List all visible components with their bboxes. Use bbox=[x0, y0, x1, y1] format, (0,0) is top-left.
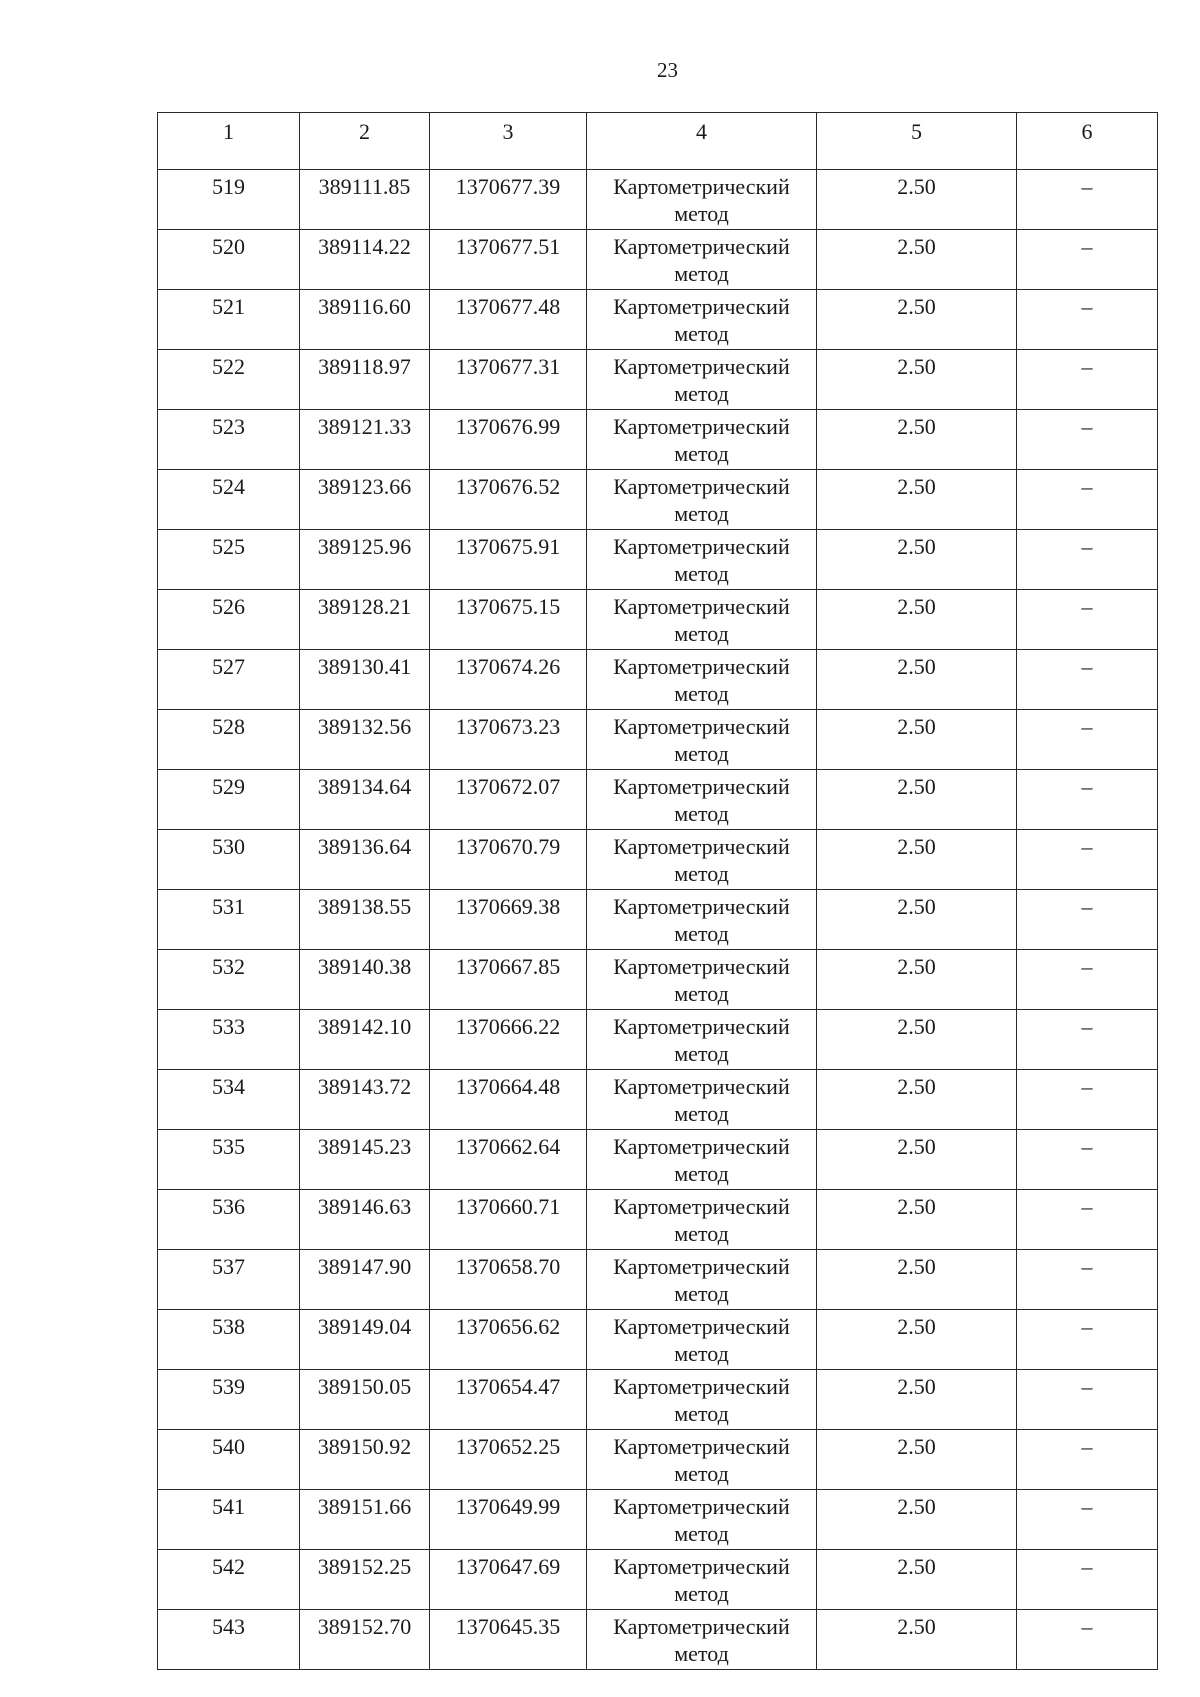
point-number-cell: 526 bbox=[158, 590, 300, 650]
accuracy-cell: 2.50 bbox=[817, 890, 1017, 950]
point-number-cell: 522 bbox=[158, 350, 300, 410]
table-row bbox=[158, 470, 1158, 530]
method-cell: Картометрический метод bbox=[587, 590, 817, 650]
description-cell: – bbox=[1017, 170, 1158, 230]
x-coordinate-cell: 389150.05 bbox=[300, 1370, 430, 1430]
y-coordinate-cell: 1370645.35 bbox=[430, 1610, 587, 1670]
y-coordinate-cell: 1370670.79 bbox=[430, 830, 587, 890]
table-row bbox=[158, 1550, 1158, 1610]
point-number-cell: 530 bbox=[158, 830, 300, 890]
point-number-cell: 538 bbox=[158, 1310, 300, 1370]
method-cell: Картометрический метод bbox=[587, 890, 817, 950]
point-number-cell: 541 bbox=[158, 1490, 300, 1550]
accuracy-cell: 2.50 bbox=[817, 1250, 1017, 1310]
point-number-cell: 542 bbox=[158, 1550, 300, 1610]
y-coordinate-cell: 1370666.22 bbox=[430, 1010, 587, 1070]
table-row bbox=[158, 650, 1158, 710]
accuracy-cell: 2.50 bbox=[817, 1010, 1017, 1070]
accuracy-cell: 2.50 bbox=[817, 530, 1017, 590]
column-header-1: 1 bbox=[158, 113, 300, 170]
point-number-cell: 540 bbox=[158, 1430, 300, 1490]
accuracy-cell: 2.50 bbox=[817, 650, 1017, 710]
x-coordinate-cell: 389151.66 bbox=[300, 1490, 430, 1550]
accuracy-cell: 2.50 bbox=[817, 1490, 1017, 1550]
accuracy-cell: 2.50 bbox=[817, 1430, 1017, 1490]
table-row bbox=[158, 230, 1158, 290]
description-cell: – bbox=[1017, 1550, 1158, 1610]
coordinates-table bbox=[157, 112, 1158, 1670]
y-coordinate-cell: 1370676.52 bbox=[430, 470, 587, 530]
accuracy-cell: 2.50 bbox=[817, 350, 1017, 410]
y-coordinate-cell: 1370675.15 bbox=[430, 590, 587, 650]
description-cell: – bbox=[1017, 1490, 1158, 1550]
y-coordinate-cell: 1370677.51 bbox=[430, 230, 587, 290]
description-cell: – bbox=[1017, 890, 1158, 950]
table-row bbox=[158, 710, 1158, 770]
y-coordinate-cell: 1370667.85 bbox=[430, 950, 587, 1010]
x-coordinate-cell: 389123.66 bbox=[300, 470, 430, 530]
x-coordinate-cell: 389130.41 bbox=[300, 650, 430, 710]
description-cell: – bbox=[1017, 350, 1158, 410]
column-header-6: 6 bbox=[1017, 113, 1158, 170]
description-cell: – bbox=[1017, 1130, 1158, 1190]
table-row bbox=[158, 170, 1158, 230]
description-cell: – bbox=[1017, 290, 1158, 350]
method-cell: Картометрический метод bbox=[587, 1130, 817, 1190]
description-cell: – bbox=[1017, 650, 1158, 710]
x-coordinate-cell: 389128.21 bbox=[300, 590, 430, 650]
method-cell: Картометрический метод bbox=[587, 1070, 817, 1130]
accuracy-cell: 2.50 bbox=[817, 1070, 1017, 1130]
y-coordinate-cell: 1370675.91 bbox=[430, 530, 587, 590]
description-cell: – bbox=[1017, 530, 1158, 590]
table-row bbox=[158, 950, 1158, 1010]
y-coordinate-cell: 1370677.48 bbox=[430, 290, 587, 350]
x-coordinate-cell: 389150.92 bbox=[300, 1430, 430, 1490]
accuracy-cell: 2.50 bbox=[817, 1370, 1017, 1430]
table-row bbox=[158, 290, 1158, 350]
accuracy-cell: 2.50 bbox=[817, 770, 1017, 830]
y-coordinate-cell: 1370677.31 bbox=[430, 350, 587, 410]
y-coordinate-cell: 1370656.62 bbox=[430, 1310, 587, 1370]
accuracy-cell: 2.50 bbox=[817, 590, 1017, 650]
accuracy-cell: 2.50 bbox=[817, 1310, 1017, 1370]
method-cell: Картометрический метод bbox=[587, 170, 817, 230]
table-row bbox=[158, 1610, 1158, 1670]
y-coordinate-cell: 1370654.47 bbox=[430, 1370, 587, 1430]
accuracy-cell: 2.50 bbox=[817, 230, 1017, 290]
point-number-cell: 535 bbox=[158, 1130, 300, 1190]
point-number-cell: 527 bbox=[158, 650, 300, 710]
method-cell: Картометрический метод bbox=[587, 350, 817, 410]
table-row bbox=[158, 1070, 1158, 1130]
method-cell: Картометрический метод bbox=[587, 1250, 817, 1310]
description-cell: – bbox=[1017, 590, 1158, 650]
x-coordinate-cell: 389125.96 bbox=[300, 530, 430, 590]
method-cell: Картометрический метод bbox=[587, 830, 817, 890]
table-row bbox=[158, 1190, 1158, 1250]
y-coordinate-cell: 1370674.26 bbox=[430, 650, 587, 710]
column-header-2: 2 bbox=[300, 113, 430, 170]
description-cell: – bbox=[1017, 830, 1158, 890]
table-row bbox=[158, 1430, 1158, 1490]
description-cell: – bbox=[1017, 410, 1158, 470]
y-coordinate-cell: 1370652.25 bbox=[430, 1430, 587, 1490]
point-number-cell: 525 bbox=[158, 530, 300, 590]
y-coordinate-cell: 1370658.70 bbox=[430, 1250, 587, 1310]
y-coordinate-cell: 1370676.99 bbox=[430, 410, 587, 470]
accuracy-cell: 2.50 bbox=[817, 1130, 1017, 1190]
description-cell: – bbox=[1017, 1610, 1158, 1670]
x-coordinate-cell: 389147.90 bbox=[300, 1250, 430, 1310]
method-cell: Картометрический метод bbox=[587, 410, 817, 470]
method-cell: Картометрический метод bbox=[587, 1010, 817, 1070]
description-cell: – bbox=[1017, 1250, 1158, 1310]
description-cell: – bbox=[1017, 1010, 1158, 1070]
point-number-cell: 536 bbox=[158, 1190, 300, 1250]
x-coordinate-cell: 389140.38 bbox=[300, 950, 430, 1010]
table-row bbox=[158, 770, 1158, 830]
y-coordinate-cell: 1370673.23 bbox=[430, 710, 587, 770]
y-coordinate-cell: 1370660.71 bbox=[430, 1190, 587, 1250]
point-number-cell: 532 bbox=[158, 950, 300, 1010]
method-cell: Картометрический метод bbox=[587, 290, 817, 350]
table-row bbox=[158, 1250, 1158, 1310]
description-cell: – bbox=[1017, 1190, 1158, 1250]
table-row bbox=[158, 350, 1158, 410]
x-coordinate-cell: 389142.10 bbox=[300, 1010, 430, 1070]
method-cell: Картометрический метод bbox=[587, 1190, 817, 1250]
column-header-3: 3 bbox=[430, 113, 587, 170]
y-coordinate-cell: 1370677.39 bbox=[430, 170, 587, 230]
accuracy-cell: 2.50 bbox=[817, 410, 1017, 470]
description-cell: – bbox=[1017, 1310, 1158, 1370]
point-number-cell: 537 bbox=[158, 1250, 300, 1310]
point-number-cell: 539 bbox=[158, 1370, 300, 1430]
x-coordinate-cell: 389118.97 bbox=[300, 350, 430, 410]
method-cell: Картометрический метод bbox=[587, 650, 817, 710]
point-number-cell: 534 bbox=[158, 1070, 300, 1130]
table-row bbox=[158, 410, 1158, 470]
column-header-5: 5 bbox=[817, 113, 1017, 170]
accuracy-cell: 2.50 bbox=[817, 830, 1017, 890]
x-coordinate-cell: 389114.22 bbox=[300, 230, 430, 290]
x-coordinate-cell: 389143.72 bbox=[300, 1070, 430, 1130]
y-coordinate-cell: 1370649.99 bbox=[430, 1490, 587, 1550]
method-cell: Картометрический метод bbox=[587, 1550, 817, 1610]
table-row bbox=[158, 530, 1158, 590]
method-cell: Картометрический метод bbox=[587, 1610, 817, 1670]
description-cell: – bbox=[1017, 470, 1158, 530]
y-coordinate-cell: 1370647.69 bbox=[430, 1550, 587, 1610]
table-body bbox=[158, 170, 1158, 1670]
x-coordinate-cell: 389146.63 bbox=[300, 1190, 430, 1250]
point-number-cell: 533 bbox=[158, 1010, 300, 1070]
method-cell: Картометрический метод bbox=[587, 1370, 817, 1430]
y-coordinate-cell: 1370664.48 bbox=[430, 1070, 587, 1130]
table-row bbox=[158, 1130, 1158, 1190]
accuracy-cell: 2.50 bbox=[817, 1190, 1017, 1250]
method-cell: Картометрический метод bbox=[587, 770, 817, 830]
x-coordinate-cell: 389111.85 bbox=[300, 170, 430, 230]
description-cell: – bbox=[1017, 1430, 1158, 1490]
point-number-cell: 528 bbox=[158, 710, 300, 770]
method-cell: Картометрический метод bbox=[587, 1430, 817, 1490]
point-number-cell: 519 bbox=[158, 170, 300, 230]
method-cell: Картометрический метод bbox=[587, 710, 817, 770]
table-row bbox=[158, 1490, 1158, 1550]
y-coordinate-cell: 1370662.64 bbox=[430, 1130, 587, 1190]
y-coordinate-cell: 1370672.07 bbox=[430, 770, 587, 830]
method-cell: Картометрический метод bbox=[587, 1310, 817, 1370]
point-number-cell: 521 bbox=[158, 290, 300, 350]
x-coordinate-cell: 389152.70 bbox=[300, 1610, 430, 1670]
accuracy-cell: 2.50 bbox=[817, 1550, 1017, 1610]
column-header-4: 4 bbox=[587, 113, 817, 170]
accuracy-cell: 2.50 bbox=[817, 470, 1017, 530]
x-coordinate-cell: 389136.64 bbox=[300, 830, 430, 890]
point-number-cell: 529 bbox=[158, 770, 300, 830]
method-cell: Картометрический метод bbox=[587, 470, 817, 530]
method-cell: Картометрический метод bbox=[587, 1490, 817, 1550]
x-coordinate-cell: 389116.60 bbox=[300, 290, 430, 350]
description-cell: – bbox=[1017, 1370, 1158, 1430]
point-number-cell: 520 bbox=[158, 230, 300, 290]
point-number-cell: 531 bbox=[158, 890, 300, 950]
table-row bbox=[158, 590, 1158, 650]
description-cell: – bbox=[1017, 950, 1158, 1010]
x-coordinate-cell: 389121.33 bbox=[300, 410, 430, 470]
table-row bbox=[158, 890, 1158, 950]
point-number-cell: 524 bbox=[158, 470, 300, 530]
page-number: 23 bbox=[657, 58, 678, 82]
accuracy-cell: 2.50 bbox=[817, 170, 1017, 230]
table-header-row bbox=[158, 113, 1158, 170]
x-coordinate-cell: 389138.55 bbox=[300, 890, 430, 950]
accuracy-cell: 2.50 bbox=[817, 950, 1017, 1010]
description-cell: – bbox=[1017, 1070, 1158, 1130]
description-cell: – bbox=[1017, 710, 1158, 770]
method-cell: Картометрический метод bbox=[587, 950, 817, 1010]
x-coordinate-cell: 389134.64 bbox=[300, 770, 430, 830]
x-coordinate-cell: 389149.04 bbox=[300, 1310, 430, 1370]
method-cell: Картометрический метод bbox=[587, 230, 817, 290]
description-cell: – bbox=[1017, 230, 1158, 290]
table-row bbox=[158, 1310, 1158, 1370]
method-cell: Картометрический метод bbox=[587, 530, 817, 590]
table-row bbox=[158, 1370, 1158, 1430]
point-number-cell: 523 bbox=[158, 410, 300, 470]
x-coordinate-cell: 389152.25 bbox=[300, 1550, 430, 1610]
table-row bbox=[158, 1010, 1158, 1070]
y-coordinate-cell: 1370669.38 bbox=[430, 890, 587, 950]
table-row bbox=[158, 830, 1158, 890]
x-coordinate-cell: 389145.23 bbox=[300, 1130, 430, 1190]
point-number-cell: 543 bbox=[158, 1610, 300, 1670]
accuracy-cell: 2.50 bbox=[817, 1610, 1017, 1670]
description-cell: – bbox=[1017, 770, 1158, 830]
accuracy-cell: 2.50 bbox=[817, 290, 1017, 350]
x-coordinate-cell: 389132.56 bbox=[300, 710, 430, 770]
accuracy-cell: 2.50 bbox=[817, 710, 1017, 770]
